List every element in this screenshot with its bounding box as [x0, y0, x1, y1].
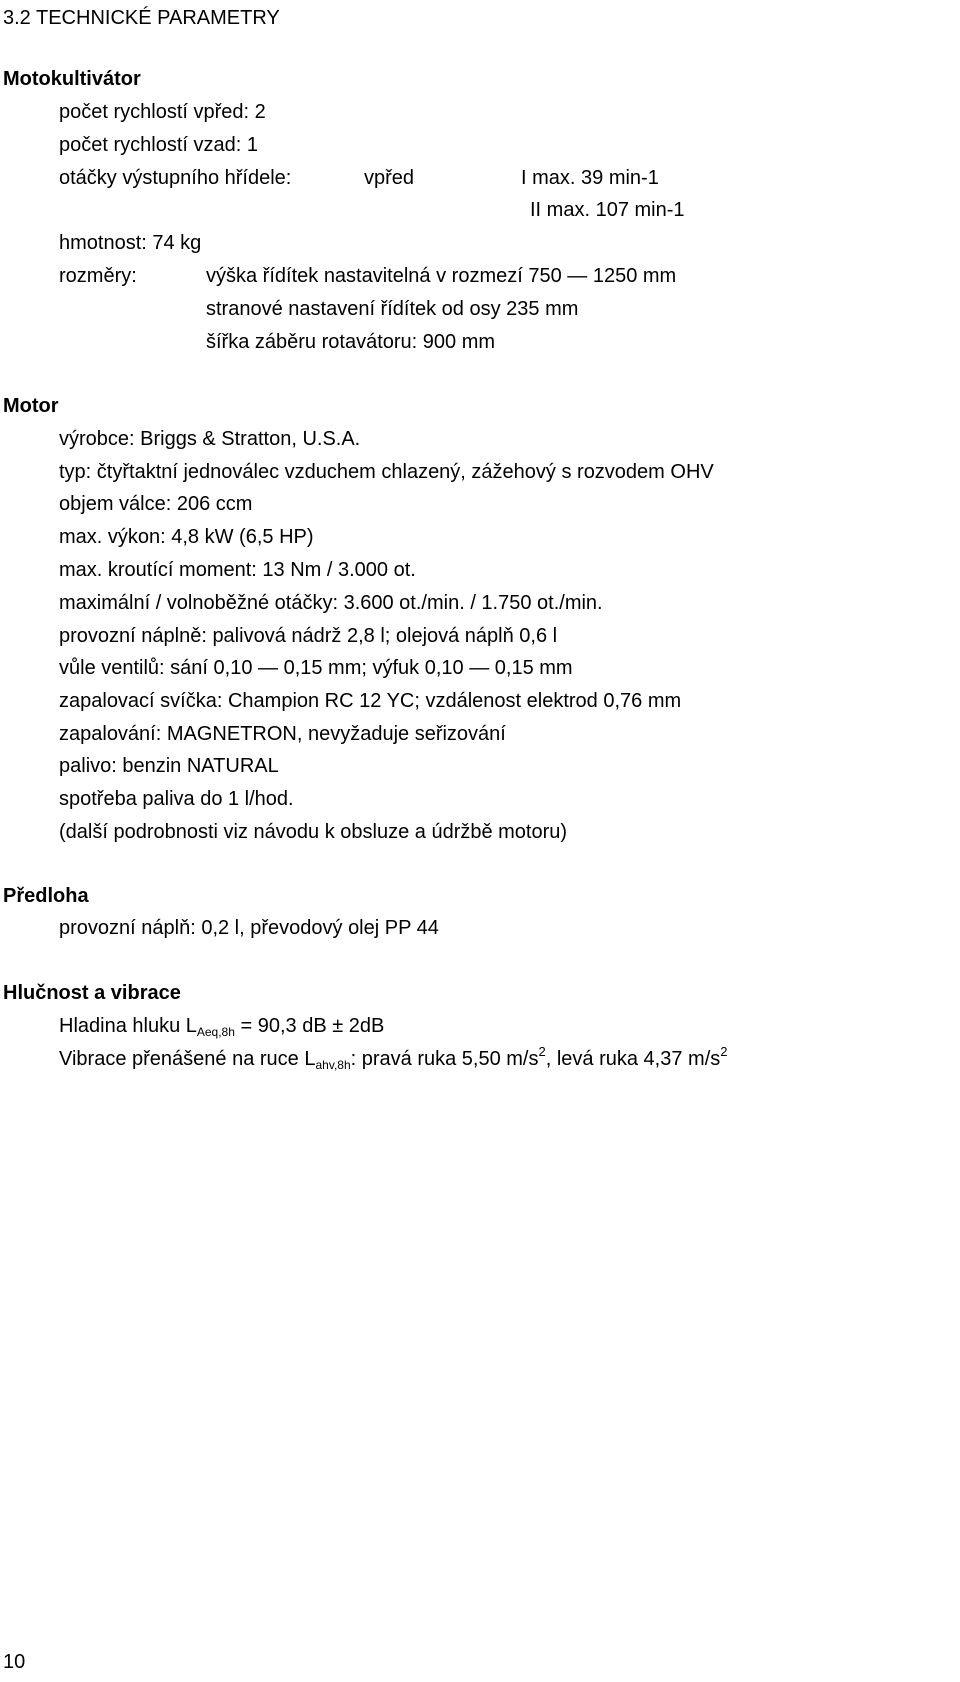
vibration-unit-superscript: 2	[538, 1044, 546, 1059]
dimension-working-width: šířka záběru rotavátoru: 900 mm	[206, 331, 496, 353]
noise-level-subscript: Aeq,8h	[196, 1025, 235, 1039]
vibration-right-hand: : pravá ruka 5,50 m/s	[350, 1048, 539, 1070]
reverse-speeds: počet rychlostí vzad: 1	[59, 134, 258, 156]
motor-spec-line: výrobce: Briggs & Stratton, U.S.A.	[59, 428, 361, 450]
motor-spec-line: max. kroutící moment: 13 Nm / 3.000 ot.	[59, 559, 416, 581]
noise-level	[59, 1014, 384, 1038]
vibration-level	[59, 1044, 728, 1072]
vibration-subscript: ahv,8h	[315, 1058, 351, 1072]
motor-title: Motor	[3, 395, 59, 417]
motor-spec-line: (další podrobnosti viz návodu k obsluze a údržbě motoru)	[59, 821, 568, 843]
motor-spec-line: spotřeba paliva do 1 l/hod.	[59, 788, 294, 810]
motor-spec-line: typ: čtyřtaktní jednoválec vzduchem chlazený, zážehový s rozvodem OHV	[59, 461, 714, 483]
hlucnost-title: Hlučnost a vibrace	[3, 982, 181, 1004]
dimension-handle-offset: stranové nastavení řídítek od osy 235 mm	[206, 298, 579, 320]
dimension-handle-height: výška řídítek nastavitelná v rozmezí 750 — 1250 mm	[206, 265, 677, 287]
section-heading: 3.2 TECHNICKÉ PARAMETRY	[3, 7, 280, 29]
gear-1-speed: I max. 39 min-1	[521, 167, 659, 189]
forward-speeds: počet rychlostí vpřed: 2	[59, 101, 266, 123]
noise-level-prefix: Hladina hluku L	[59, 1015, 197, 1037]
motokultivator-title: Motokultivátor	[3, 68, 141, 90]
dimensions-label: rozměry:	[59, 265, 137, 287]
motor-spec-line: objem válce: 206 ccm	[59, 493, 253, 515]
page-number: 10	[3, 1651, 26, 1673]
weight: hmotnost: 74 kg	[59, 232, 202, 254]
motor-spec-line: provozní náplně: palivová nádrž 2,8 l; olejová náplň 0,6 l	[59, 625, 558, 647]
motor-spec-line: zapalování: MAGNETRON, nevyžaduje seřizování	[59, 723, 506, 745]
noise-level-value: = 90,3 dB ± 2dB	[234, 1015, 385, 1037]
vibration-left-hand: , levá ruka 4,37 m/s	[545, 1048, 721, 1070]
motor-spec-line: vůle ventilů: sání 0,10 — 0,15 mm; výfuk 0,10 — 0,15 mm	[59, 657, 573, 679]
predloha-title: Předloha	[3, 885, 89, 907]
motor-spec-line: max. výkon: 4,8 kW (6,5 HP)	[59, 526, 314, 548]
shaft-direction: vpřed	[364, 167, 415, 189]
vibration-unit-superscript: 2	[720, 1044, 728, 1059]
gear-2-speed: II max. 107 min-1	[530, 199, 685, 221]
shaft-speed-label: otáčky výstupního hřídele:	[59, 167, 292, 189]
motor-spec-line: palivo: benzin NATURAL	[59, 755, 279, 777]
motor-spec-line: zapalovací svíčka: Champion RC 12 YC; vzdálenost elektrod 0,76 mm	[59, 690, 682, 712]
vibration-prefix: Vibrace přenášené na ruce L	[59, 1048, 316, 1070]
predloha-fill: provozní náplň: 0,2 l, převodový olej PP 44	[59, 917, 439, 939]
motor-spec-line: maximální / volnoběžné otáčky: 3.600 ot./min. / 1.750 ot./min.	[59, 592, 603, 614]
